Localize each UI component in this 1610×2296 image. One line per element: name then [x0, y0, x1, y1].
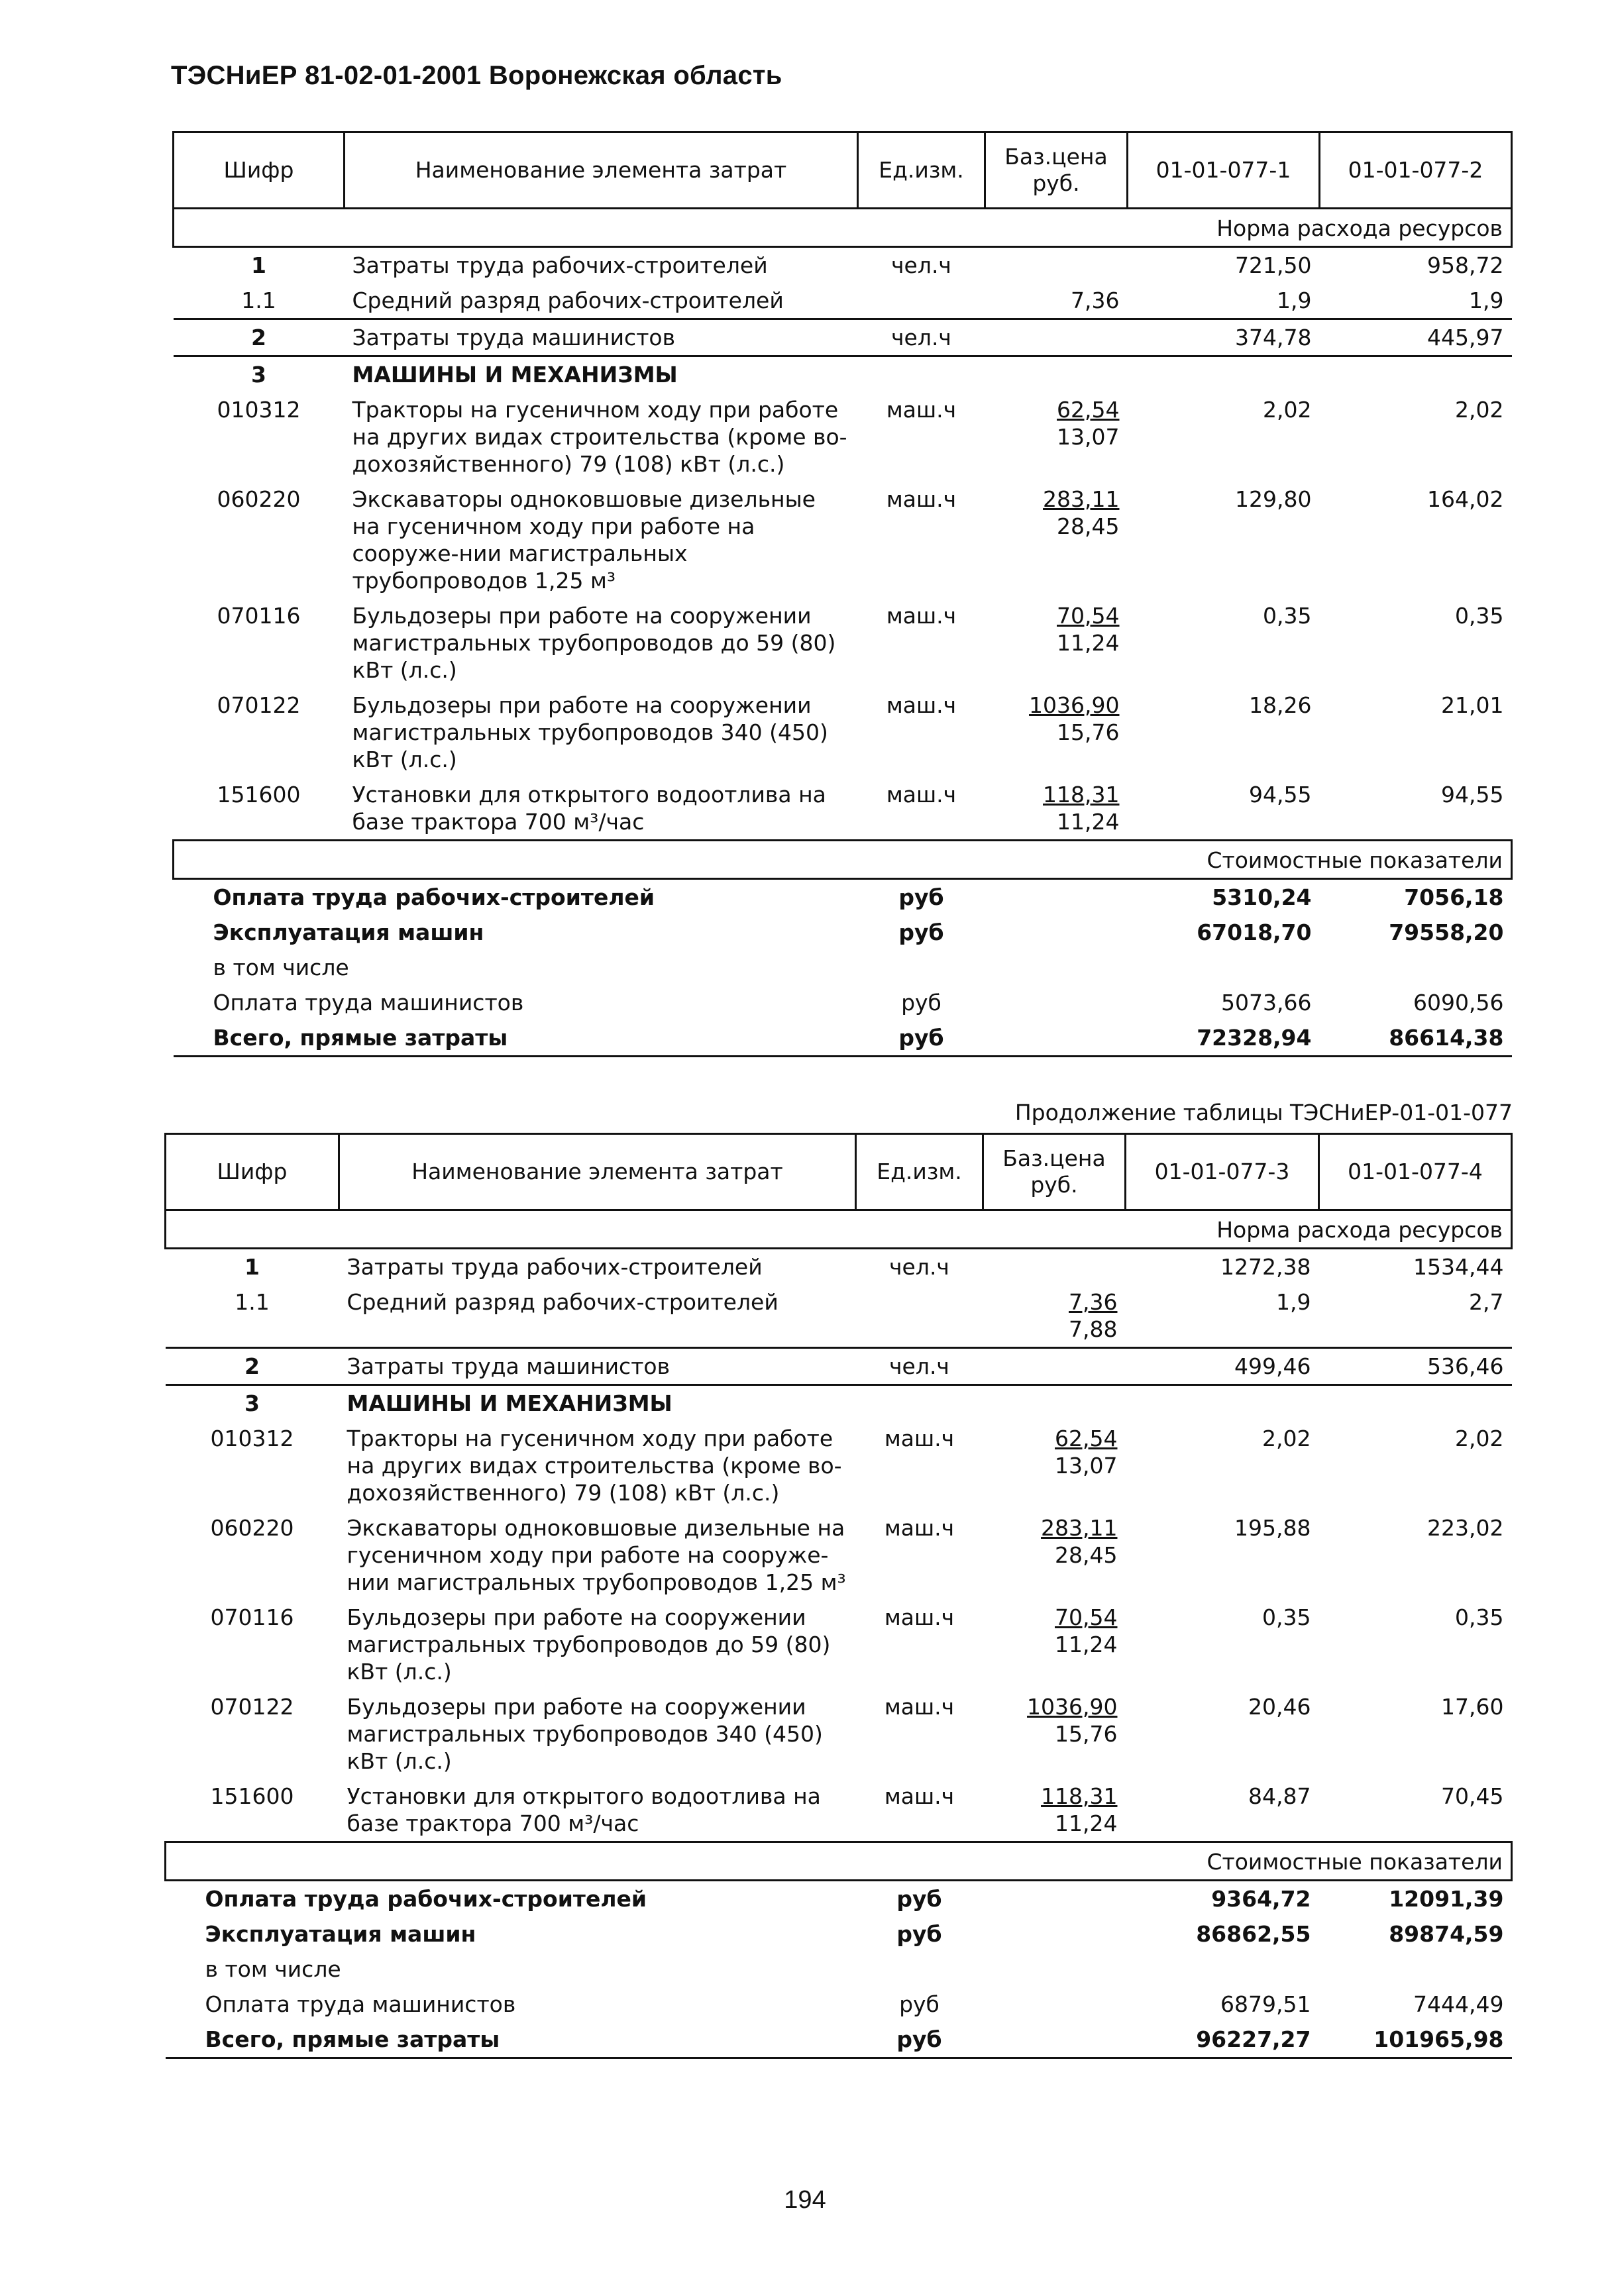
price-cell [983, 2022, 1126, 2058]
code-cell: 2 [166, 1348, 339, 1385]
name-cell: МАШИНЫ И МЕХАНИЗМЫ [345, 356, 858, 393]
price-cell [985, 950, 1128, 985]
unit-cell: маш.ч [886, 603, 957, 629]
summary-row [166, 1952, 1512, 1987]
table-row [166, 1600, 1512, 1689]
price-cell [985, 985, 1128, 1020]
value-cell: 499,46 [1126, 1348, 1319, 1385]
value-cell: 12091,39 [1389, 1886, 1504, 1912]
unit-cell [858, 356, 985, 393]
table-row [174, 356, 1512, 393]
price-cell [985, 319, 1128, 356]
code-cell: 3 [166, 1385, 339, 1422]
code-cell: 1.1 [241, 287, 276, 313]
price-cell [983, 1249, 1126, 1285]
unit-cell: руб [856, 2022, 983, 2058]
value-cell [1128, 356, 1320, 393]
value-cell: 164,02 [1427, 486, 1504, 512]
price-cell [983, 1385, 1126, 1422]
code-cell: 010312 [210, 1426, 294, 1451]
base-price-secondary: 11,24 [1055, 1632, 1118, 1657]
table-row [174, 319, 1512, 356]
price-cell [983, 1348, 1126, 1385]
summary-row [166, 1987, 1512, 2022]
section-label: Норма расхода ресурсов [174, 209, 1512, 247]
price-cell [985, 777, 1128, 841]
value-cell: 6090,56 [1413, 990, 1504, 1016]
name-cell: Средний разряд рабочих-строителей [347, 1289, 778, 1315]
price-cell [983, 1421, 1126, 1510]
base-price: 1036,90 [1027, 1694, 1118, 1720]
summary-row [166, 1916, 1512, 1952]
unit-cell: маш.ч [884, 1604, 955, 1630]
value-cell: 0,35 [1455, 1604, 1504, 1630]
table-row [166, 1421, 1512, 1510]
value-cell: 96227,27 [1126, 2022, 1319, 2058]
price-cell [985, 1020, 1128, 1057]
name-cell: Бульдозеры при работе на сооружении магистральных трубопроводов до 59 (80) кВт (л.с.) [347, 1604, 831, 1685]
unit-cell: руб [898, 919, 944, 945]
value-cell: 1,9 [1276, 1289, 1311, 1315]
unit-cell: чел.ч [891, 252, 951, 278]
column-header: 01-01-077-2 [1320, 132, 1512, 209]
value-cell [1320, 950, 1512, 985]
value-cell: 9364,72 [1211, 1886, 1311, 1912]
column-header: Наименование элемента затрат [339, 1134, 856, 1210]
price-cell [983, 1952, 1126, 1987]
section-row [174, 841, 1512, 879]
estimate-table-1 [172, 131, 1513, 1057]
code-cell: 010312 [217, 397, 301, 423]
header-row [174, 132, 1512, 209]
code-cell: 151600 [166, 1779, 339, 1842]
value-cell: 70,45 [1319, 1779, 1512, 1842]
unit-cell [858, 283, 985, 319]
column-header: Шифр [166, 1134, 339, 1210]
base-price-secondary: 11,24 [1057, 809, 1120, 835]
value-cell: 1534,44 [1413, 1254, 1504, 1280]
summary-label: Всего, прямые затраты [174, 1020, 858, 1057]
summary-label: Оплата труда машинистов [205, 1991, 516, 2017]
table-row [174, 688, 1512, 777]
summary-label: Оплата труда машинистов [213, 990, 524, 1016]
summary-label: Оплата труда рабочих-строителей [205, 1886, 647, 1912]
price-cell [983, 1916, 1126, 1952]
value-cell: 101965,98 [1319, 2022, 1512, 2058]
table-body [166, 1134, 1512, 2058]
unit-cell [856, 1385, 983, 1422]
value-cell: 84,87 [1126, 1779, 1319, 1842]
base-price: 1036,90 [1029, 692, 1120, 718]
value-cell: 958,72 [1427, 252, 1504, 278]
value-cell: 67018,70 [1197, 919, 1312, 945]
value-cell: 94,55 [1128, 777, 1320, 841]
value-cell [1320, 356, 1512, 393]
value-cell: 1272,38 [1220, 1254, 1311, 1280]
table-row [174, 777, 1512, 841]
value-cell [1319, 1952, 1512, 1987]
base-price: 283,11 [1043, 486, 1120, 512]
value-cell: 2,02 [1263, 397, 1312, 423]
price-cell [983, 1881, 1126, 1917]
table-row [166, 1284, 1512, 1348]
unit-cell: маш.ч [886, 692, 957, 718]
value-cell: 72328,94 [1128, 1020, 1320, 1057]
base-price-secondary: 15,76 [1055, 1721, 1118, 1747]
price-cell [983, 1987, 1126, 2022]
value-cell: 536,46 [1319, 1348, 1512, 1385]
price-cell [983, 1510, 1126, 1600]
value-cell [1128, 950, 1320, 985]
summary-label: Всего, прямые затраты [166, 2022, 856, 2058]
table-body [174, 132, 1512, 1057]
value-cell: 1,9 [1469, 287, 1504, 313]
summary-label: Оплата труда рабочих-строителей [213, 884, 655, 910]
code-cell: 151600 [174, 777, 345, 841]
value-cell: 2,02 [1455, 397, 1504, 423]
name-cell: Экскаваторы одноковшовые дизельные на гусеничном ходу при работе на сооруже-нии магистральных трубопроводов 1,25 м³ [347, 1515, 846, 1595]
price-cell [985, 283, 1128, 319]
name-cell: Установки для открытого водоотлива на базе трактора 700 м³/час [345, 777, 858, 841]
unit-cell: руб [896, 1921, 942, 1947]
unit-cell: чел.ч [856, 1348, 983, 1385]
code-cell: 070122 [217, 692, 301, 718]
column-header: Ед.изм. [858, 132, 985, 209]
unit-cell: руб [896, 1886, 942, 1912]
code-cell: 2 [174, 319, 345, 356]
code-cell: 070116 [217, 603, 301, 629]
column-header: 01-01-077-3 [1126, 1134, 1319, 1210]
price-cell [985, 356, 1128, 393]
base-price-secondary: 13,07 [1055, 1453, 1118, 1479]
unit-cell: маш.ч [884, 1426, 955, 1451]
base-price: 118,31 [1041, 1783, 1118, 1809]
unit-cell: маш.ч [886, 486, 957, 512]
name-cell: Установки для открытого водоотлива на базе трактора 700 м³/час [339, 1779, 856, 1842]
value-cell: 129,80 [1235, 486, 1312, 512]
unit-cell: маш.ч [884, 1694, 955, 1720]
summary-row [174, 915, 1512, 950]
table-row [166, 1385, 1512, 1422]
unit-cell: чел.ч [889, 1254, 949, 1280]
section-row [174, 209, 1512, 247]
table-row [166, 1779, 1512, 1842]
value-cell: 2,7 [1469, 1289, 1504, 1315]
table-row [166, 1249, 1512, 1285]
name-cell: Средний разряд рабочих-строителей [352, 287, 784, 313]
value-cell: 89874,59 [1389, 1921, 1504, 1947]
base-price-secondary: 7,88 [1069, 1316, 1118, 1342]
column-header: Наименование элемента затрат [345, 132, 858, 209]
table-row [174, 392, 1512, 482]
value-cell: 223,02 [1427, 1515, 1504, 1541]
table-row [174, 283, 1512, 319]
name-cell: Затраты труда машинистов [345, 319, 858, 356]
table-row [166, 1348, 1512, 1385]
summary-label: Эксплуатация машин [205, 1921, 476, 1947]
summary-label: в том числе [213, 955, 349, 980]
unit-cell: чел.ч [858, 319, 985, 356]
table-row [174, 247, 1512, 284]
value-cell: 79558,20 [1389, 919, 1504, 945]
base-price-secondary: 15,76 [1057, 719, 1120, 745]
value-cell: 86862,55 [1196, 1921, 1311, 1947]
estimate-table-2 [164, 1133, 1513, 2059]
code-cell: 1 [251, 252, 266, 278]
value-cell: 18,26 [1249, 692, 1312, 718]
unit-cell: руб [899, 1991, 939, 2017]
unit-cell [856, 1952, 983, 1987]
value-cell: 445,97 [1320, 319, 1512, 356]
column-header: 01-01-077-4 [1319, 1134, 1512, 1210]
value-cell: 0,35 [1263, 603, 1312, 629]
price-cell [985, 482, 1128, 598]
code-cell: 1.1 [235, 1289, 270, 1315]
base-price: 62,54 [1055, 1426, 1118, 1451]
price-cell [985, 879, 1128, 915]
price-cell [985, 688, 1128, 777]
section-label: Стоимостные показатели [166, 1842, 1512, 1881]
section-row [166, 1210, 1512, 1249]
summary-row [166, 1881, 1512, 1917]
name-cell: Бульдозеры при работе на сооружении магистральных трубопроводов 340 (450) кВт (л.с.) [352, 692, 828, 772]
page-title: ТЭСНиЕР 81-02-01-2001 Воронежская область [171, 61, 782, 90]
unit-cell: маш.ч [884, 1515, 955, 1541]
price-cell [985, 247, 1128, 284]
summary-label: Эксплуатация машин [213, 919, 484, 945]
summary-row [174, 985, 1512, 1020]
price-cell [983, 1284, 1126, 1348]
base-price-secondary: 28,45 [1055, 1542, 1118, 1568]
value-cell: 0,35 [1455, 603, 1504, 629]
price-cell [983, 1600, 1126, 1689]
value-cell: 6879,51 [1220, 1991, 1311, 2017]
base-price-secondary: 11,24 [1057, 630, 1120, 656]
name-cell: Бульдозеры при работе на сооружении магистральных трубопроводов 340 (450) кВт (л.с.) [347, 1694, 823, 1774]
price-cell [983, 1689, 1126, 1779]
price-cell [985, 915, 1128, 950]
base-price: 70,54 [1055, 1604, 1118, 1630]
name-cell: Бульдозеры при работе на сооружении магистральных трубопроводов до 59 (80) кВт (л.с.) [352, 603, 836, 683]
table-row [166, 1689, 1512, 1779]
name-cell: Затраты труда рабочих-строителей [352, 252, 768, 278]
code-cell: 060220 [210, 1515, 294, 1541]
unit-cell: маш.ч [858, 777, 985, 841]
unit-cell: маш.ч [856, 1779, 983, 1842]
value-cell: 17,60 [1441, 1694, 1504, 1720]
name-cell: Экскаваторы одноковшовые дизельные на гусеничном ходу при работе на сооруже-нии магистральных трубопроводов 1,25 м³ [352, 486, 816, 594]
unit-cell [858, 950, 985, 985]
value-cell: 20,46 [1248, 1694, 1311, 1720]
value-cell: 195,88 [1234, 1515, 1311, 1541]
summary-row [166, 2022, 1512, 2058]
summary-row [174, 1020, 1512, 1057]
code-cell: 1 [244, 1254, 260, 1280]
unit-cell: маш.ч [886, 397, 957, 423]
base-price-secondary: 28,45 [1057, 513, 1120, 539]
value-cell: 5310,24 [1212, 884, 1312, 910]
page-number: 194 [784, 2186, 826, 2214]
unit-cell: руб [901, 990, 941, 1016]
table-row [174, 598, 1512, 688]
header-row [166, 1134, 1512, 1210]
base-price: 7,36 [1071, 287, 1120, 313]
value-cell: 5073,66 [1221, 990, 1312, 1016]
price-cell [985, 392, 1128, 482]
value-cell [1126, 1952, 1319, 1987]
base-price-secondary: 13,07 [1057, 424, 1120, 450]
continuation-caption: Продолжение таблицы ТЭСНиЕР-01-01-077 [1014, 1100, 1513, 1125]
column-header: Ед.изм. [856, 1134, 983, 1210]
section-row [166, 1842, 1512, 1881]
code-cell: 070116 [210, 1604, 294, 1630]
value-cell: 0,35 [1262, 1604, 1311, 1630]
value-cell: 94,55 [1320, 777, 1512, 841]
section-label: Стоимостные показатели [174, 841, 1512, 879]
base-price: 62,54 [1057, 397, 1120, 423]
column-header: Баз.цена руб. [983, 1134, 1126, 1210]
code-cell: 060220 [217, 486, 301, 512]
base-price: 118,31 [1043, 782, 1120, 808]
value-cell: 721,50 [1235, 252, 1312, 278]
base-price: 283,11 [1041, 1515, 1118, 1541]
name-cell: Затраты труда рабочих-строителей [347, 1254, 763, 1280]
value-cell: 7444,49 [1413, 1991, 1504, 2017]
summary-label: в том числе [205, 1956, 341, 1982]
column-header: 01-01-077-1 [1128, 132, 1320, 209]
value-cell: 7056,18 [1404, 884, 1504, 910]
unit-cell: руб [898, 884, 944, 910]
price-cell [985, 598, 1128, 688]
value-cell: 21,01 [1441, 692, 1504, 718]
value-cell: 374,78 [1128, 319, 1320, 356]
table-row [166, 1510, 1512, 1600]
unit-cell: руб [858, 1020, 985, 1057]
code-cell: 3 [174, 356, 345, 393]
table-row [174, 482, 1512, 598]
code-cell: 070122 [210, 1694, 294, 1720]
column-header: Шифр [174, 132, 345, 209]
name-cell: МАШИНЫ И МЕХАНИЗМЫ [339, 1385, 856, 1422]
value-cell: 86614,38 [1320, 1020, 1512, 1057]
name-cell: Тракторы на гусеничном ходу при работе на других видах строительства (кроме во-дохозяйственного) 79 (108) кВт (л.с.) [347, 1426, 842, 1506]
value-cell: 2,02 [1455, 1426, 1504, 1451]
section-label: Норма расхода ресурсов [166, 1210, 1512, 1249]
value-cell: 1,9 [1277, 287, 1312, 313]
column-header: Баз.цена руб. [985, 132, 1128, 209]
name-cell: Тракторы на гусеничном ходу при работе на других видах строительства (кроме во-дохозяйственного) 79 (108) кВт (л.с.) [352, 397, 847, 477]
base-price-secondary: 11,24 [1055, 1810, 1118, 1836]
value-cell [1319, 1385, 1512, 1422]
name-cell: Затраты труда машинистов [339, 1348, 856, 1385]
base-price: 70,54 [1057, 603, 1120, 629]
price-cell [983, 1779, 1126, 1842]
value-cell [1126, 1385, 1319, 1422]
summary-row [174, 879, 1512, 915]
unit-cell [856, 1284, 983, 1348]
summary-row [174, 950, 1512, 985]
value-cell: 2,02 [1262, 1426, 1311, 1451]
base-price: 7,36 [1069, 1289, 1118, 1315]
